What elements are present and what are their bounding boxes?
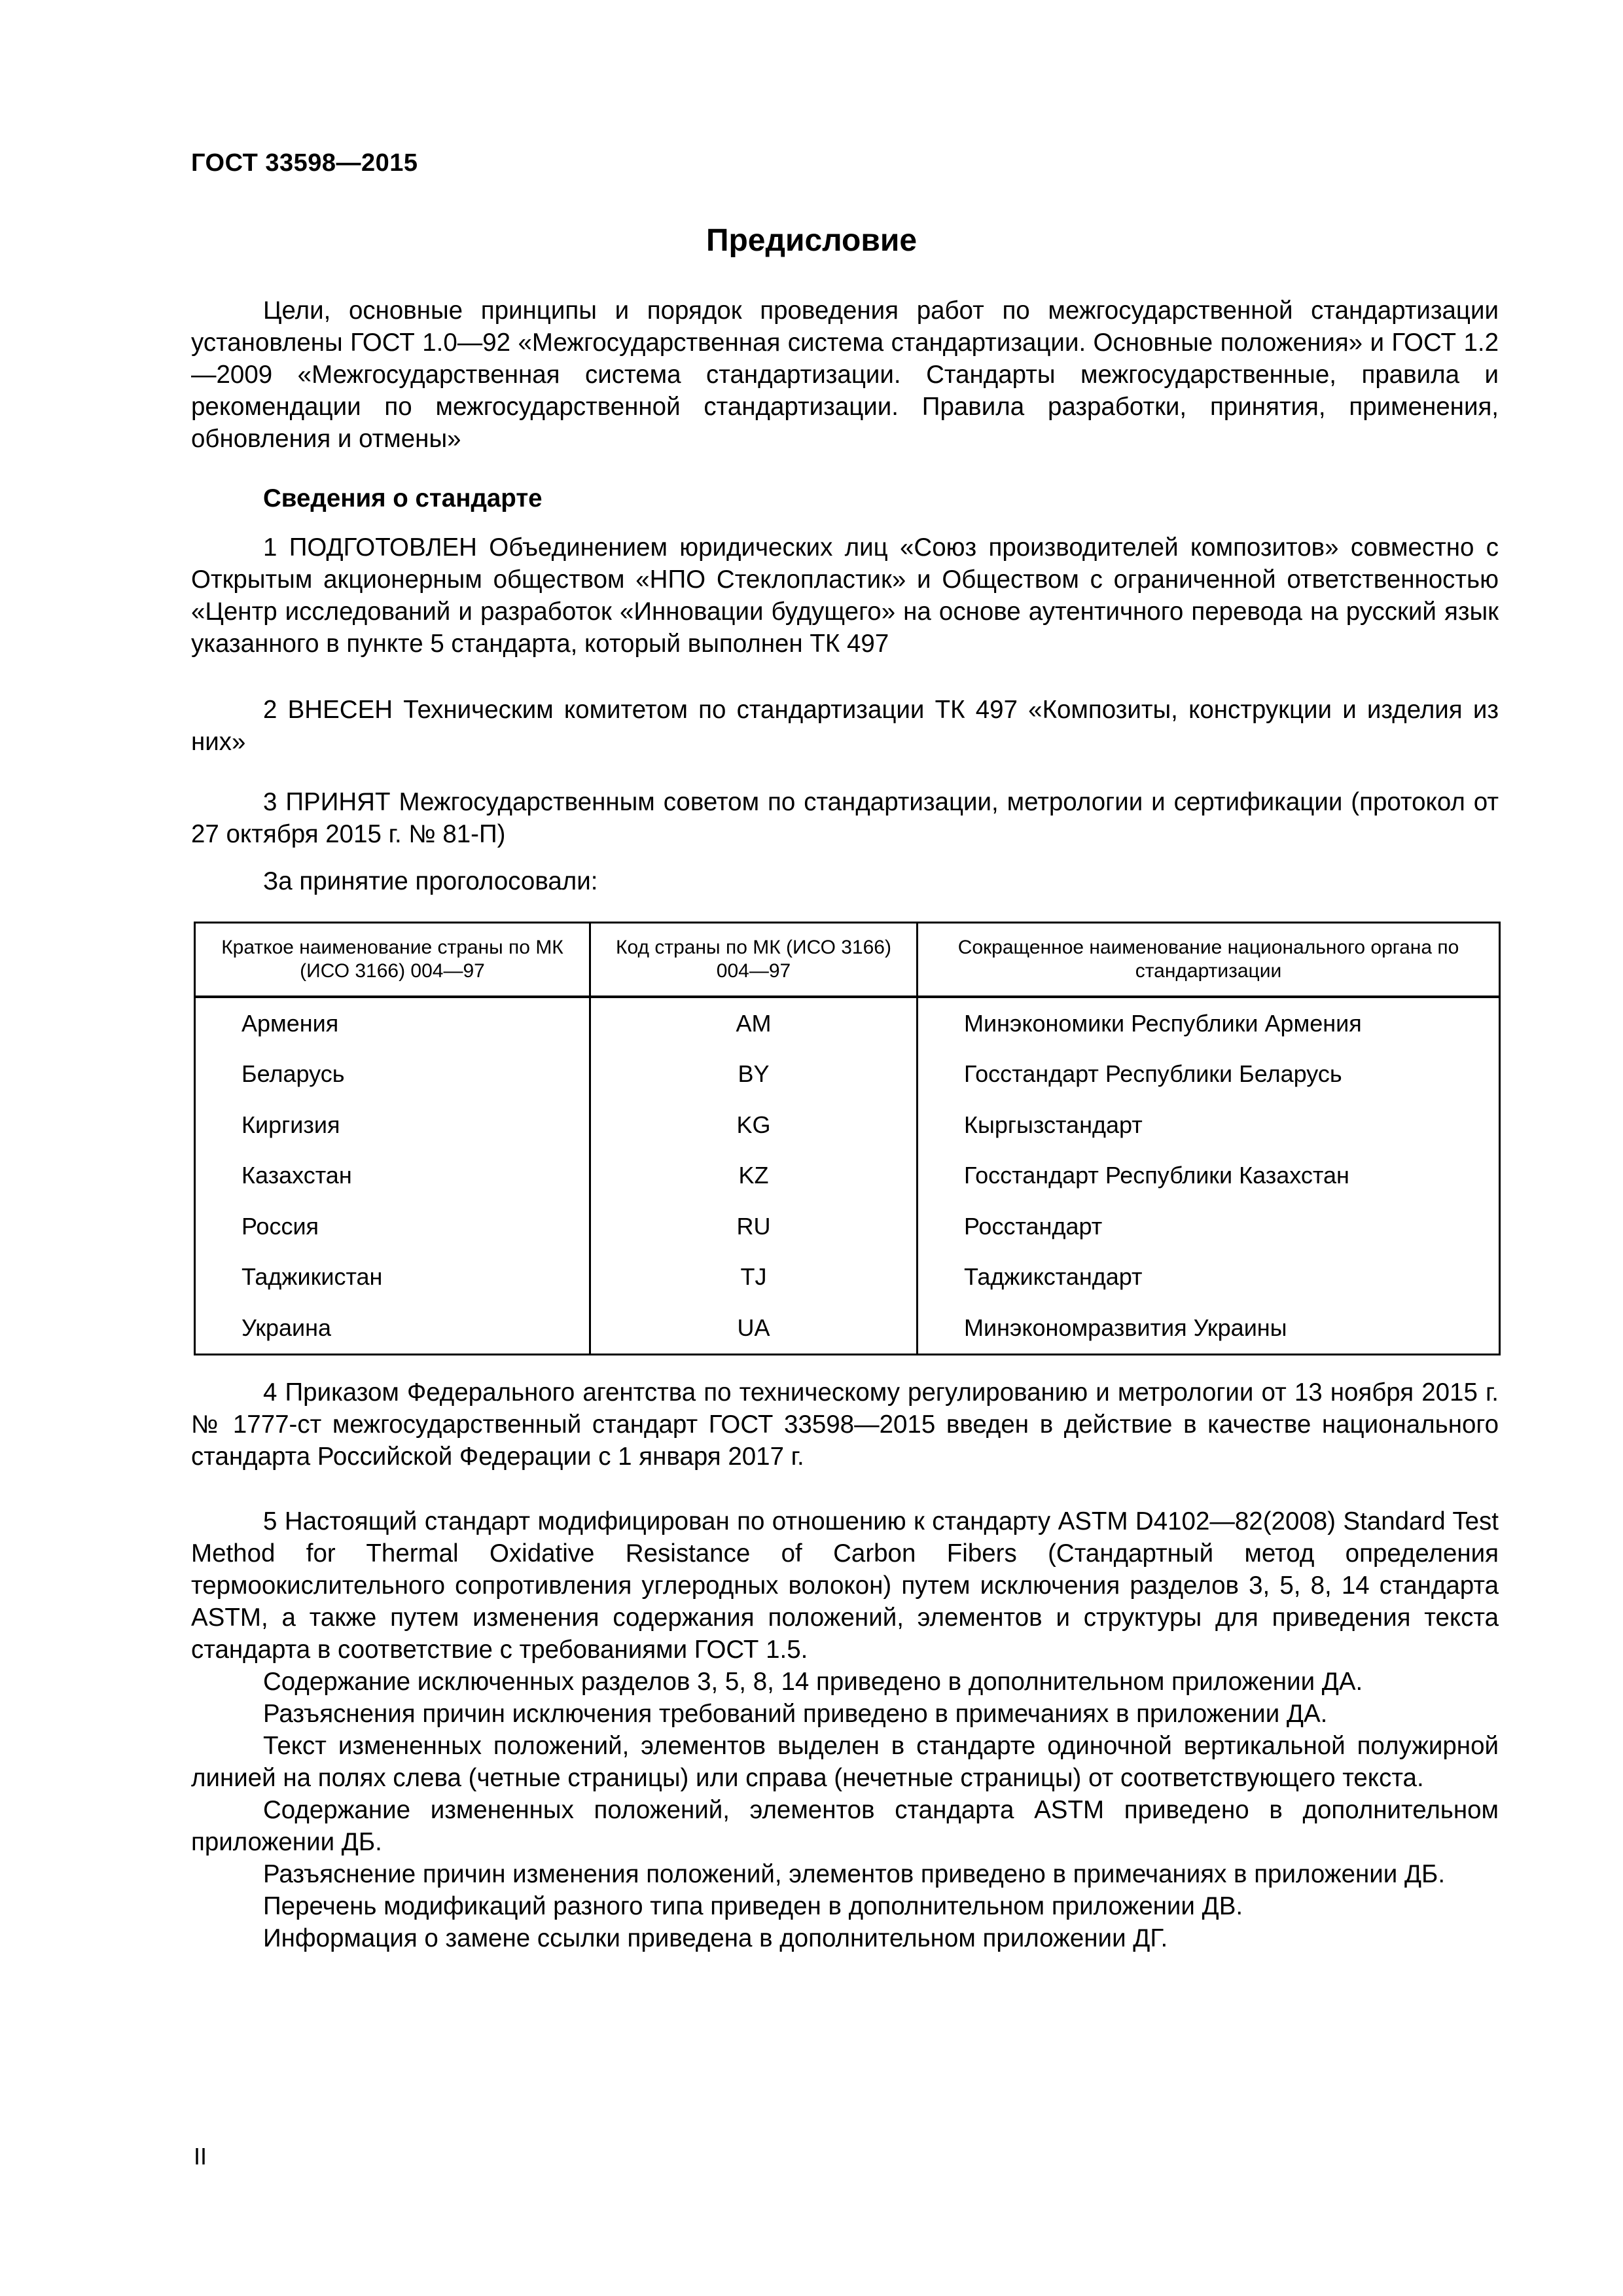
item-1-block (191, 531, 1499, 660)
cell-code: KG (590, 1100, 918, 1151)
cell-country: Казахстан (195, 1151, 590, 1202)
item-2-paragraph: 2 ВНЕСЕН Техническим комитетом по стандартизации ТК 497 «Композиты, конструкции и изделия из них» (191, 696, 1499, 756)
cell-country: Киргизия (195, 1100, 590, 1151)
table-row (195, 1049, 1500, 1100)
table-row (195, 997, 1500, 1049)
cell-organ: Госстандарт Республики Беларусь (918, 1049, 1500, 1100)
item-5-note: Разъяснение причин изменения положений, элементов приведено в примечаниях в приложении ДБ. (263, 1860, 1446, 1888)
item-1-paragraph: 1 ПОДГОТОВЛЕН Объединением юридических лиц «Союз производителей композитов» совместно с Открытым акционерным обществом «НПО Стеклопластик» и Обществом с ограниченной ответственностью «Центр исследований и разработок «Инновации будущего» на основе аутентичного перевода на русский язык указанного в пункте 5 стандарта, который выполнен ТК 497 (191, 533, 1499, 658)
page-number: II (194, 2143, 207, 2170)
page-title: Предисловие (705, 223, 918, 258)
table-row (195, 1151, 1500, 1202)
info-heading-block (191, 482, 1499, 514)
table-header-row (195, 923, 1500, 997)
item-4-paragraph: 4 Приказом Федерального агентства по техническому регулированию и метрологии от 13 ноября 2015 г. № 1777-ст межгосударственный стандарт ГОСТ 33598—2015 введен в действие в качестве национального стандарта Российской Федерации с 1 января 2017 г. (191, 1378, 1499, 1471)
item-5-note: Разъяснения причин исключения требований приведено в примечаниях в приложении ДА. (263, 1700, 1328, 1728)
cell-organ: Таджикстандарт (918, 1252, 1500, 1303)
cell-organ: Госстандарт Республики Казахстан (918, 1151, 1500, 1202)
item-4-block (191, 1376, 1499, 1473)
cell-code: AM (590, 997, 918, 1049)
item-3-paragraph: 3 ПРИНЯТ Межгосударственным советом по стандартизации, метрологии и сертификации (протокол от 27 октября 2015 г. № 81-П) (191, 788, 1499, 848)
item-5-note: Перечень модификаций разного типа приведен в дополнительном приложении ДВ. (263, 1892, 1243, 1920)
item-3-block (191, 786, 1499, 850)
member-states-table (194, 922, 1501, 1355)
item-5-block (191, 1505, 1499, 1954)
item-5-paragraph: 5 Настоящий стандарт модифицирован по отношению к стандарту ASTM D4102—82(2008) Standard Test Method for Thermal Oxidative Resistance of Carbon Fibers (Стандартный метод определения термоокислительного сопротивления углеродных волокон) путем исключения разделов 3, 5, 8, 14 стандарта ASTM, а также путем изменения содержания положений, элементов и структуры для приведения текста стандарта в соответствие с требованиями ГОСТ 1.5. (191, 1507, 1499, 1664)
table-row (195, 1201, 1500, 1252)
cell-code: UA (590, 1302, 918, 1354)
column-header-code: Код страны по МК (ИСО 3166) 004—97 (590, 923, 918, 997)
cell-code: TJ (590, 1252, 918, 1303)
voted-label: За принятие проголосовали: (263, 867, 598, 895)
item-5-note: Информация о замене ссылки приведена в дополнительном приложении ДГ. (263, 1924, 1168, 1952)
item-5-note: Содержание измененных положений, элементов стандарта ASTM приведено в дополнительном приложении ДБ. (191, 1796, 1499, 1856)
cell-country: Армения (195, 997, 590, 1049)
document-number-header: ГОСТ 33598—2015 (191, 149, 418, 177)
cell-country: Россия (195, 1201, 590, 1252)
cell-code: BY (590, 1049, 918, 1100)
cell-organ: Кыргызстандарт (918, 1100, 1500, 1151)
column-header-country: Краткое наименование страны по МК (ИСО 3166) 004—97 (195, 923, 590, 997)
cell-code: RU (590, 1201, 918, 1252)
cell-organ: Минэкономразвития Украины (918, 1302, 1500, 1354)
table-row (195, 1302, 1500, 1354)
cell-organ: Росстандарт (918, 1201, 1500, 1252)
cell-country: Таджикистан (195, 1252, 590, 1303)
table-row (195, 1252, 1500, 1303)
item-5-note: Содержание исключенных разделов 3, 5, 8, 14 приведено в дополнительном приложении ДА. (263, 1668, 1363, 1696)
cell-country: Украина (195, 1302, 590, 1354)
intro-block (191, 295, 1499, 455)
cell-organ: Минэкономики Республики Армения (918, 997, 1500, 1049)
item-5-note: Текст измененных положений, элементов выделен в стандарте одиночной вертикальной полужирной линией на полях слева (четные страницы) или справа (нечетные страницы) от соответствующего текста. (191, 1732, 1499, 1792)
info-heading: Сведения о стандарте (263, 484, 543, 512)
cell-code: KZ (590, 1151, 918, 1202)
intro-paragraph: Цели, основные принципы и порядок проведения работ по межгосударственной стандартизации установлены ГОСТ 1.0—92 «Межгосударственная система стандартизации. Основные положения» и ГОСТ 1.2—2009 «Межгосударственная система стандартизации. Стандарты межгосударственные, правила и рекомендации по межгосударственной стандартизации. Правила разработки, принятия, применения, обновления и отмены» (191, 296, 1499, 453)
item-2-block (191, 694, 1499, 758)
table-row (195, 1100, 1500, 1151)
cell-country: Беларусь (195, 1049, 590, 1100)
column-header-organ: Сокращенное наименование национального органа по стандартизации (918, 923, 1500, 997)
